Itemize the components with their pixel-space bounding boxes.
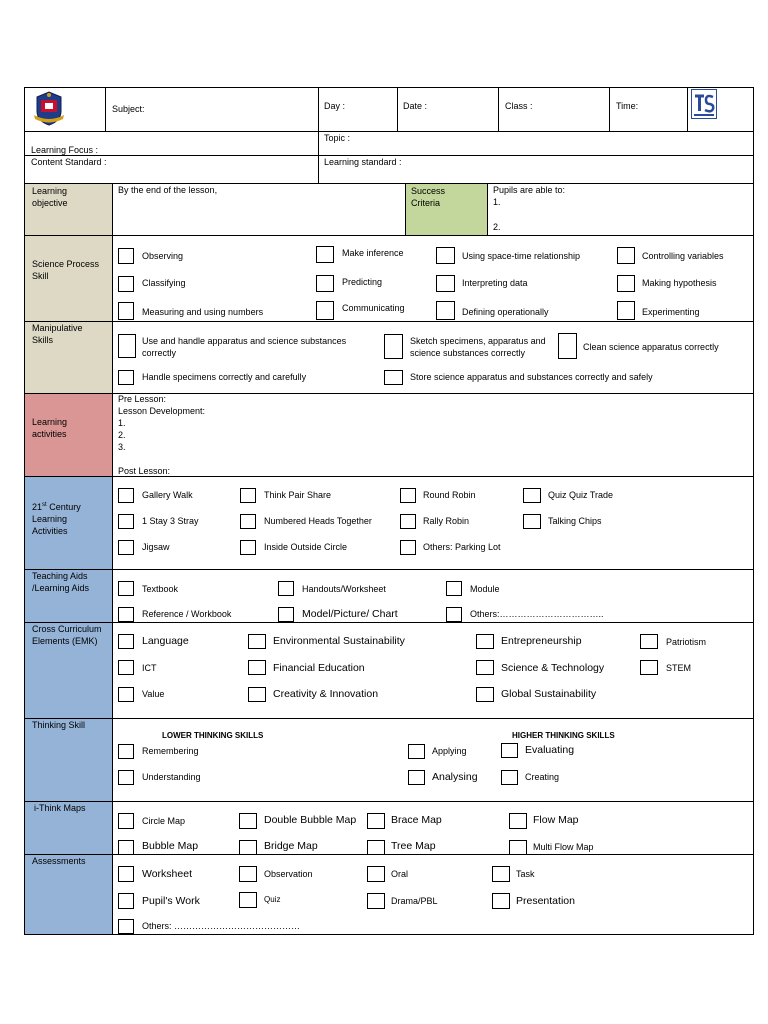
option-applying: Applying [432, 746, 467, 756]
date-label: Date : [403, 101, 428, 111]
checkbox-assessment-others[interactable] [118, 919, 134, 934]
century-label-prefix: 21 [32, 502, 43, 512]
option-reference-workbook: Reference / Workbook [142, 609, 232, 619]
time-label: Time: [616, 101, 639, 111]
checkbox-remembering[interactable] [118, 744, 134, 759]
emk-label: Cross Curriculum Elements (EMK) [32, 624, 102, 646]
checkbox-jigsaw[interactable] [118, 540, 134, 555]
option-handouts: Handouts/Worksheet [302, 584, 386, 594]
checkbox-make-inference[interactable] [316, 246, 334, 263]
checkbox-analysing[interactable] [408, 770, 425, 785]
checkbox-measuring[interactable] [118, 302, 134, 320]
option-numbered-heads: Numbered Heads Together [264, 516, 372, 526]
checkbox-science-technology[interactable] [476, 660, 494, 675]
checkbox-drama-pbl[interactable] [367, 893, 385, 909]
checkbox-use-apparatus[interactable] [118, 334, 136, 358]
checkbox-think-pair-share[interactable] [240, 488, 256, 503]
option-sketch-specimens: Sketch specimens, apparatus and science substances correctly [410, 336, 546, 358]
option-1-stay-3-stray: 1 Stay 3 Stray [142, 516, 199, 526]
option-classifying: Classifying [142, 278, 186, 288]
option-language: Language [142, 635, 189, 647]
checkbox-observing[interactable] [118, 248, 134, 264]
checkbox-double-bubble-map[interactable] [239, 813, 257, 829]
checkbox-round-robin[interactable] [400, 488, 416, 503]
option-interpreting-data: Interpreting data [462, 278, 528, 288]
option-drama-pbl: Drama/PBL [391, 896, 438, 906]
option-bubble-map: Bubble Map [142, 840, 199, 852]
criteria-item-1: 1. [493, 197, 501, 207]
option-inside-outside-circle: Inside Outside Circle [264, 542, 348, 552]
option-measuring: Measuring and using numbers [142, 307, 264, 317]
checkbox-stem[interactable] [640, 660, 658, 675]
objective-label: Learning objective [32, 186, 68, 208]
teaching-aids-label: Teaching Aids /Learning Aids [32, 571, 90, 593]
checkbox-language[interactable] [118, 634, 134, 649]
checkbox-others-parking-lot[interactable] [400, 540, 416, 555]
checkbox-environmental-sustainability[interactable] [248, 634, 266, 649]
checkbox-interpreting-data[interactable] [436, 275, 455, 292]
science-process-label: Science Process Skill [32, 259, 100, 281]
option-multi-flow-map: Multi Flow Map [533, 842, 594, 852]
checkbox-module[interactable] [446, 581, 462, 596]
option-store-apparatus: Store science apparatus and substances correctly and safely [410, 372, 653, 382]
school-crest-icon [32, 89, 66, 127]
learning-focus-label: Learning Focus : [31, 145, 99, 155]
checkbox-understanding[interactable] [118, 770, 134, 785]
option-quiz-quiz-trade: Quiz Quiz Trade [548, 490, 614, 500]
option-creativity-innovation: Creativity & Innovation [273, 688, 379, 700]
checkbox-textbook[interactable] [118, 581, 134, 596]
option-presentation: Presentation [516, 895, 575, 907]
learning-activities-text: Pre Lesson: Lesson Development: 1. 2. 3. Post Lesson: [118, 394, 206, 476]
checkbox-sketch-specimens[interactable] [384, 334, 403, 359]
option-flow-map: Flow Map [533, 814, 579, 826]
option-make-inference: Make inference [342, 248, 404, 258]
checkbox-flow-map[interactable] [509, 813, 527, 829]
option-module: Module [470, 584, 500, 594]
checkbox-ict[interactable] [118, 660, 134, 675]
option-evaluating: Evaluating [525, 744, 575, 756]
subject-label: Subject: [112, 104, 145, 114]
option-others-parking-lot: Others: Parking Lot [423, 542, 501, 552]
content-standard-label: Content Standard : [31, 157, 107, 167]
checkbox-store-apparatus[interactable] [384, 370, 403, 385]
option-observation: Observation [264, 869, 313, 879]
option-tree-map: Tree Map [391, 840, 436, 852]
checkbox-creating[interactable] [501, 770, 518, 785]
option-creating: Creating [525, 772, 560, 782]
century-label-rest: Century Learning Activities [32, 502, 81, 536]
option-space-time: Using space-time relationship [462, 251, 581, 261]
option-oral: Oral [391, 869, 409, 879]
option-handle-specimens: Handle specimens correctly and carefully [142, 372, 307, 382]
class-label: Class : [505, 101, 533, 111]
option-round-robin: Round Robin [423, 490, 476, 500]
checkbox-communicating[interactable] [316, 301, 334, 320]
checkbox-controlling-variables[interactable] [617, 247, 635, 264]
option-pupils-work: Pupil's Work [142, 895, 200, 907]
checkbox-brace-map[interactable] [367, 813, 385, 829]
thinking-label-bg [25, 719, 112, 801]
option-making-hypothesis: Making hypothesis [642, 278, 717, 288]
option-remembering: Remembering [142, 746, 199, 756]
option-task: Task [516, 869, 535, 879]
option-talking-chips: Talking Chips [548, 516, 602, 526]
option-jigsaw: Jigsaw [142, 542, 170, 552]
option-stem: STEM [666, 663, 692, 673]
checkbox-presentation[interactable] [492, 893, 510, 909]
learning-activities-label: Learning activities [32, 417, 68, 439]
lower-thinking-heading: LOWER THINKING SKILLS [162, 731, 264, 740]
checkbox-making-hypothesis[interactable] [617, 275, 635, 292]
option-assessment-others: Others: …………………………………… [142, 921, 301, 931]
lesson-plan-form [24, 87, 754, 935]
option-textbook: Textbook [142, 584, 179, 594]
topic-label: Topic : [324, 133, 351, 143]
checkbox-worksheet[interactable] [118, 866, 134, 882]
checkbox-bridge-map[interactable] [239, 840, 257, 855]
checkbox-creativity-innovation[interactable] [248, 687, 266, 702]
option-patriotism: Patriotism [666, 637, 707, 647]
checkbox-entrepreneurship[interactable] [476, 634, 494, 649]
century-label [32, 499, 81, 537]
checkbox-reference-workbook[interactable] [118, 607, 134, 622]
checkbox-quiz-quiz-trade[interactable] [523, 488, 541, 503]
criteria-item-2: 2. [493, 222, 501, 232]
checkbox-space-time[interactable] [436, 247, 455, 264]
option-defining-operationally: Defining operationally [462, 307, 549, 317]
checkbox-quiz[interactable] [239, 892, 257, 908]
objective-text: By the end of the lesson, [118, 185, 218, 195]
success-criteria-label: Success Criteria [411, 186, 446, 208]
checkbox-rally-robin[interactable] [400, 514, 416, 529]
checkbox-defining-operationally[interactable] [436, 301, 455, 320]
checkbox-oral[interactable] [367, 866, 385, 882]
option-analysing: Analysing [432, 771, 478, 783]
checkbox-inside-outside-circle[interactable] [240, 540, 256, 555]
ithink-label: i-Think Maps [34, 803, 86, 813]
learning-standard-label: Learning standard : [324, 157, 402, 167]
option-understanding: Understanding [142, 772, 201, 782]
checkbox-applying[interactable] [408, 744, 425, 759]
checkbox-task[interactable] [492, 866, 510, 882]
option-use-apparatus: Use and handle apparatus and science substances correctly [142, 336, 347, 358]
assessments-label: Assessments [32, 856, 86, 866]
pupils-text: Pupils are able to: [493, 185, 566, 195]
manipulative-label: Manipulative Skills [32, 323, 83, 345]
checkbox-1-stay-3-stray[interactable] [118, 514, 134, 529]
day-label: Day : [324, 101, 346, 111]
checkbox-global-sustainability[interactable] [476, 687, 494, 702]
checkbox-model-picture-chart[interactable] [278, 607, 294, 622]
option-clean-apparatus: Clean science apparatus correctly [583, 342, 719, 352]
checkbox-predicting[interactable] [316, 275, 334, 292]
checkbox-bubble-map[interactable] [118, 840, 134, 855]
option-communicating: Communicating [342, 303, 405, 313]
option-science-technology: Science & Technology [501, 662, 605, 674]
option-value: Value [142, 689, 165, 699]
option-quiz: Quiz [264, 895, 281, 904]
option-entrepreneurship: Entrepreneurship [501, 635, 582, 647]
checkbox-evaluating[interactable] [501, 743, 518, 758]
checkbox-talking-chips[interactable] [523, 514, 541, 529]
checkbox-financial-education[interactable] [248, 660, 266, 675]
option-think-pair-share: Think Pair Share [264, 490, 332, 500]
ts-logo-icon [691, 89, 717, 119]
checkbox-clean-apparatus[interactable] [558, 333, 577, 359]
option-worksheet: Worksheet [142, 868, 192, 880]
option-circle-map: Circle Map [142, 816, 186, 826]
higher-thinking-heading: HIGHER THINKING SKILLS [512, 731, 615, 740]
checkbox-pupils-work[interactable] [118, 893, 134, 909]
checkbox-value[interactable] [118, 687, 134, 702]
option-ict: ICT [142, 663, 157, 673]
option-model-picture-chart: Model/Picture/ Chart [302, 608, 398, 620]
checkbox-observation[interactable] [239, 866, 257, 882]
option-brace-map: Brace Map [391, 814, 442, 826]
checkbox-gallery-walk[interactable] [118, 488, 134, 503]
option-environmental-sustainability: Environmental Sustainability [273, 635, 405, 647]
checkbox-tree-map[interactable] [367, 840, 385, 855]
checkbox-circle-map[interactable] [118, 813, 134, 829]
checkbox-numbered-heads[interactable] [240, 514, 256, 529]
option-double-bubble-map: Double Bubble Map [264, 814, 357, 826]
option-controlling-variables: Controlling variables [642, 251, 724, 261]
option-financial-education: Financial Education [273, 662, 365, 674]
checkbox-handouts[interactable] [278, 581, 294, 596]
thinking-label: Thinking Skill [32, 720, 86, 730]
option-aids-others: Others:…………………………….. [470, 609, 604, 619]
option-predicting: Predicting [342, 277, 383, 287]
checkbox-aids-others[interactable] [446, 607, 462, 622]
checkbox-experimenting[interactable] [617, 301, 635, 320]
checkbox-handle-specimens[interactable] [118, 370, 134, 385]
option-observing: Observing [142, 251, 184, 261]
option-experimenting: Experimenting [642, 307, 700, 317]
option-rally-robin: Rally Robin [423, 516, 470, 526]
checkbox-multi-flow-map[interactable] [509, 840, 527, 855]
checkbox-classifying[interactable] [118, 276, 134, 292]
option-bridge-map: Bridge Map [264, 840, 318, 852]
option-global-sustainability: Global Sustainability [501, 688, 597, 700]
option-gallery-walk: Gallery Walk [142, 490, 193, 500]
checkbox-patriotism[interactable] [640, 634, 658, 649]
century-label-sup: st [42, 502, 47, 508]
